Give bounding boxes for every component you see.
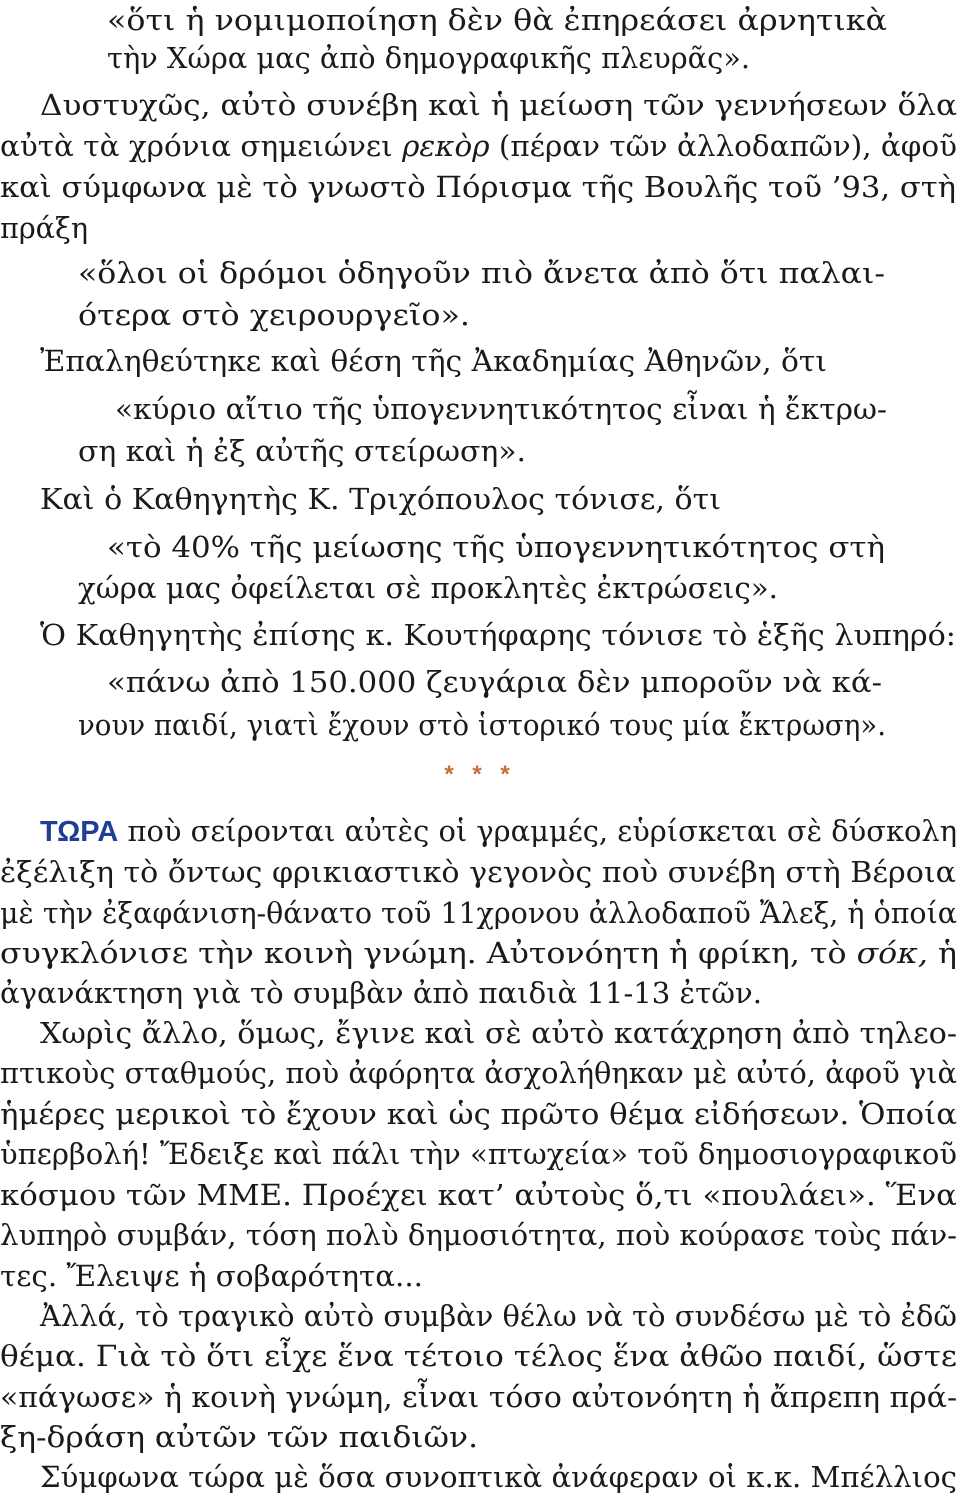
text-line: Δυστυχῶς, αὐτὸ συνέβη καὶ ἡ μείωση τῶν γεννήσεων ὅλα <box>40 88 958 122</box>
italic-word: ρεκὸρ <box>402 129 490 163</box>
text-line: ση καὶ ἡ ἐξ αὐτῆς στείρωση». <box>78 434 526 468</box>
text-line: Ὁ Καθηγητὴς ἐπίσης κ. Κουτήφαρης τόνισε τὸ ἑξῆς λυπηρό: <box>40 618 956 652</box>
text-line: ότερα στὸ χειρουργεῖο». <box>78 298 471 332</box>
text-line: ΤΩΡΑ ποὺ σείρονται αὐτὲς οἱ γραμμές, εὑρίσκεται σὲ δύσκολη <box>40 814 958 848</box>
text-line: μὲ τὴν ἐξαφάνιση-θάνατο τοῦ 11χρονου ἀλλοδαποῦ Ἄλεξ, ἡ ὁποία <box>0 896 958 930</box>
text-line: ἐξέλιξη τὸ ὄντως φρικιαστικὸ γεγονὸς ποὺ συνέβη στὴ Βέροια <box>0 855 957 889</box>
text-line: «πάνω ἀπὸ 150.000 ζευγάρια δὲν μποροῦν νὰ κά- <box>107 665 882 699</box>
text-line: αὐτὰ τὰ χρόνια σημειώνει ρεκὸρ (πέραν τῶν ἀλλοδαπῶν), ἀφοῦ <box>0 129 958 163</box>
text-line: ἡμέρες μερικοὶ τὸ ἔχουν καὶ ὡς πρῶτο θέμα εἰδήσεων. Ὁποία <box>0 1097 957 1131</box>
text-line: «ὅλοι οἱ δρόμοι ὁδηγοῦν πιὸ ἄνετα ἀπὸ ὅτι παλαι- <box>78 256 886 290</box>
text-line: καὶ σύμφωνα μὲ τὸ γνωστὸ Πόρισμα τῆς Βουλῆς τοῦ ’93, στὴ <box>0 170 957 204</box>
text-line: πράξη <box>0 211 88 245</box>
italic-word: σόκ, <box>856 936 928 970</box>
text-line: «κύριο αἴτιο τῆς ὑπογεννητικότητος εἶναι ἡ ἔκτρω- <box>115 392 888 426</box>
text-line: νουν παιδί, γιατὶ ἔχουν στὸ ἱστορικό τους μία ἔκτρωση». <box>78 708 887 742</box>
text-line: «ὅτι ἡ νομιμοποίηση δὲν θὰ ἐπηρεάσει ἀρνητικὰ <box>107 3 888 37</box>
text-line: Χωρὶς ἄλλο, ὅμως, ἔγινε καὶ σὲ αὐτὸ κατάχρηση ἀπὸ τηλεο- <box>40 1016 957 1050</box>
text-line: Σύμφωνα τώρα μὲ ὅσα συνοπτικὰ ἀνάφεραν οἱ κ.κ. Μπέλλιος <box>40 1460 957 1494</box>
text-line: «πάγωσε» ἡ κοινὴ γνώμη, εἶναι τόσο αὐτονόητη ἡ ἄπρεπη πρά- <box>0 1380 958 1414</box>
section-separator: * * * <box>444 761 516 788</box>
text-line: συγκλόνισε τὴν κοινὴ γνώμη. Αὐτονόητη ἡ φρίκη, τὸ σόκ, ἡ <box>0 936 957 970</box>
text-line: ὑπερβολή! Ἔδειξε καὶ πάλι τὴν «πτωχεία» τοῦ δημοσιογραφικοῦ <box>0 1137 957 1171</box>
text-line: τὴν Χώρα μας ἀπὸ δημογραφικῆς πλευρᾶς». <box>107 41 751 75</box>
text-line: κόσμου τῶν ΜΜΕ. Προέχει κατ’ αὐτοὺς ὅ,τι «πουλάει». Ἕνα <box>0 1178 957 1212</box>
text-line: Καὶ ὁ Καθηγητὴς Κ. Τριχόπουλος τόνισε, ὅτι <box>40 482 722 516</box>
text-line: «τὸ 40% τῆς μείωσης τῆς ὑπογεννητικότητος στὴ <box>107 530 886 564</box>
text-line: πτικοὺς σταθμούς, ποὺ ἀφόρητα ἀσχολήθηκαν μὲ αὐτό, ἀφοῦ γιὰ <box>0 1056 958 1090</box>
text-line: Ἀλλά, τὸ τραγικὸ αὐτὸ συμβὰν θέλω νὰ τὸ συνδέσω μὲ τὸ ἐδῶ <box>40 1299 958 1333</box>
text-line: τες. Ἔλειψε ἡ σοβαρότητα... <box>0 1259 424 1293</box>
text-line: ξη-δράση αὐτῶν τῶν παιδιῶν. <box>0 1420 479 1454</box>
text-line: Ἐπαληθεύτηκε καὶ θέση τῆς Ἀκαδημίας Ἀθηνῶν, ὅτι <box>40 344 828 378</box>
text-line: χώρα μας ὀφείλεται σὲ προκλητὲς ἐκτρώσεις». <box>78 571 778 605</box>
section-lead-word: ΤΩΡΑ <box>40 816 119 848</box>
text-line: λυπηρὸ συμβάν, τόση πολὺ δημοσιότητα, ποὺ κούρασε τοὺς πάν- <box>0 1218 958 1252</box>
text-line: ἀγανάκτηση γιὰ τὸ συμβὰν ἀπὸ παιδιὰ 11-13 ἐτῶν. <box>0 976 762 1010</box>
text-line: θέμα. Γιὰ τὸ ὅτι εἶχε ἕνα τέτοιο τέλος ἕνα ἀθῶο παιδί, ὥστε <box>0 1339 958 1373</box>
